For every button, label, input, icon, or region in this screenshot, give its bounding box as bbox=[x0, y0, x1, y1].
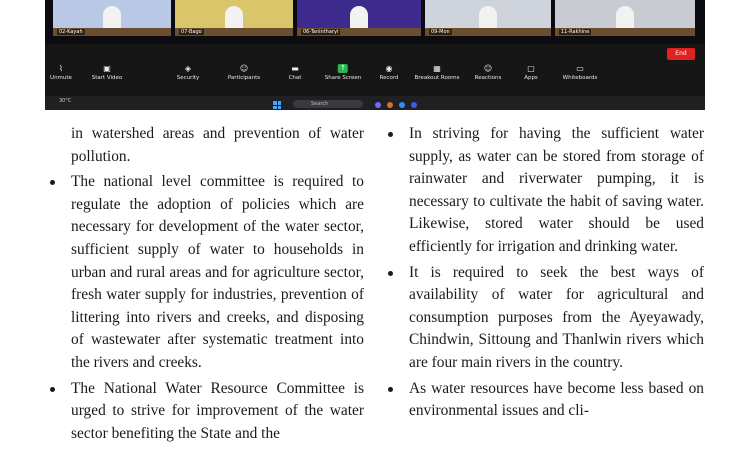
toolbar-label: Whiteboards bbox=[562, 75, 598, 81]
participant-figure bbox=[616, 6, 634, 30]
list-item bbox=[48, 378, 364, 446]
video-tile[interactable] bbox=[53, 0, 171, 36]
toolbar-apps-button[interactable] bbox=[524, 64, 538, 81]
bullet-icon bbox=[50, 387, 55, 392]
toolbar-label: Participants bbox=[227, 75, 261, 81]
toolbar-label: Breakout Rooms bbox=[414, 75, 460, 81]
toolbar-label: Record bbox=[379, 75, 399, 81]
reactions-icon: ☺ bbox=[483, 64, 493, 73]
toolbar-label: Start Video bbox=[91, 75, 123, 81]
toolbar-unmute-button[interactable] bbox=[50, 64, 72, 81]
participant-figure bbox=[350, 6, 368, 30]
video-off-icon: ▣ bbox=[103, 64, 111, 73]
toolbar-share-screen-button[interactable] bbox=[325, 64, 362, 81]
video-tile[interactable] bbox=[297, 0, 421, 36]
participant-figure bbox=[103, 6, 121, 30]
list-item-text: The National Water Resource Committee is urged to strive for improvement of the water sector benefiting the State and the bbox=[71, 379, 364, 442]
toolbar-breakout-rooms-button[interactable] bbox=[415, 64, 460, 81]
taskbar-app-icon bbox=[411, 102, 417, 108]
toolbar-label: Security bbox=[176, 75, 200, 81]
apps-icon: ▢ bbox=[527, 64, 535, 73]
toolbar-label: Unmute bbox=[50, 75, 72, 81]
record-icon: ◉ bbox=[385, 64, 393, 73]
taskbar-app-icon bbox=[375, 102, 381, 108]
weather-widget: 30°C bbox=[59, 98, 72, 104]
taskbar-app-icon bbox=[399, 102, 405, 108]
right-bullet-list bbox=[386, 123, 704, 423]
microphone-off-icon: ⌇ bbox=[59, 64, 63, 73]
participant-name: 02-Kayah bbox=[59, 29, 83, 35]
toolbar-reactions-button[interactable] bbox=[475, 64, 502, 81]
left-text-column bbox=[48, 123, 364, 448]
end-meeting-button[interactable]: End bbox=[667, 48, 695, 60]
bullet-icon bbox=[388, 387, 393, 392]
video-tile[interactable] bbox=[175, 0, 293, 36]
toolbar-chat-button[interactable] bbox=[289, 64, 302, 81]
toolbar-label: Apps bbox=[524, 75, 538, 81]
toolbar-label: Share Screen bbox=[324, 75, 362, 81]
video-tile[interactable] bbox=[425, 0, 551, 36]
list-item bbox=[386, 262, 704, 375]
participant-name: 07-Bago bbox=[181, 29, 202, 35]
toolbar-whiteboards-button[interactable] bbox=[563, 64, 598, 81]
left-bullet-list bbox=[48, 171, 364, 445]
meeting-photo bbox=[45, 0, 705, 110]
people-icon: ☺ bbox=[239, 64, 249, 73]
toolbar-label: Chat bbox=[288, 75, 302, 81]
toolbar-security-button[interactable] bbox=[177, 64, 200, 81]
list-item-text: As water resources have become less based on environmental issues and cli- bbox=[409, 379, 704, 420]
right-text-column bbox=[386, 123, 704, 426]
participant-name: 06-Tanintharyi bbox=[303, 29, 339, 35]
participant-figure bbox=[479, 6, 497, 30]
windows-taskbar bbox=[45, 96, 705, 110]
bullet-icon bbox=[388, 132, 393, 137]
taskbar-search: Search bbox=[293, 100, 363, 108]
list-item-text: In striving for having the sufficient water supply, as water can be stored from storage of rainwater and riverwater pumping, it is necessary to cultivate the habit of saving water. Likewise, stored water should be used efficiently for irrigation and drinking water. bbox=[409, 125, 704, 255]
list-item-text: It is required to seek the best ways of availability of water for agricultural and consumption purposes from the Ayeyawady, Chindwin, Sittoung and Thanlwin rivers which are four main rivers in the country. bbox=[409, 263, 704, 371]
shield-icon: ◈ bbox=[184, 64, 192, 73]
list-item bbox=[386, 123, 704, 259]
chat-icon: ▬ bbox=[291, 64, 299, 73]
list-item-text: The national level committee is required to regulate the adoption of policies which are necessary for development of the water sector, sufficient supply of water to households in urban and rural areas and for agriculture sector, fresh water supply for industries, prevention of littering into rivers and creeks, and disposing of wastewater after systematic treatment into the rivers and creeks. bbox=[71, 173, 364, 371]
list-item bbox=[386, 378, 704, 423]
toolbar-participants-button[interactable] bbox=[228, 64, 260, 81]
participant-name: 09-Mon bbox=[431, 29, 450, 35]
bullet-icon bbox=[50, 180, 55, 185]
share-screen-icon: ↑ bbox=[338, 64, 348, 73]
video-tile[interactable] bbox=[555, 0, 695, 36]
participant-figure bbox=[225, 6, 243, 30]
toolbar-label: Reactions bbox=[474, 75, 502, 81]
toolbar-record-button[interactable] bbox=[379, 64, 398, 81]
zoom-toolbar bbox=[45, 44, 705, 96]
paragraph-continuation: in watershed areas and prevention of water pollution. bbox=[71, 125, 364, 165]
bullet-icon bbox=[388, 271, 393, 276]
participant-name: 11-Rakhine bbox=[561, 29, 590, 35]
taskbar-app-icon bbox=[387, 102, 393, 108]
toolbar-start-video-button[interactable] bbox=[92, 64, 123, 81]
whiteboard-icon: ▭ bbox=[576, 64, 584, 73]
list-item bbox=[48, 171, 364, 374]
windows-start-icon bbox=[273, 101, 281, 109]
breakout-rooms-icon: ▦ bbox=[433, 64, 441, 73]
